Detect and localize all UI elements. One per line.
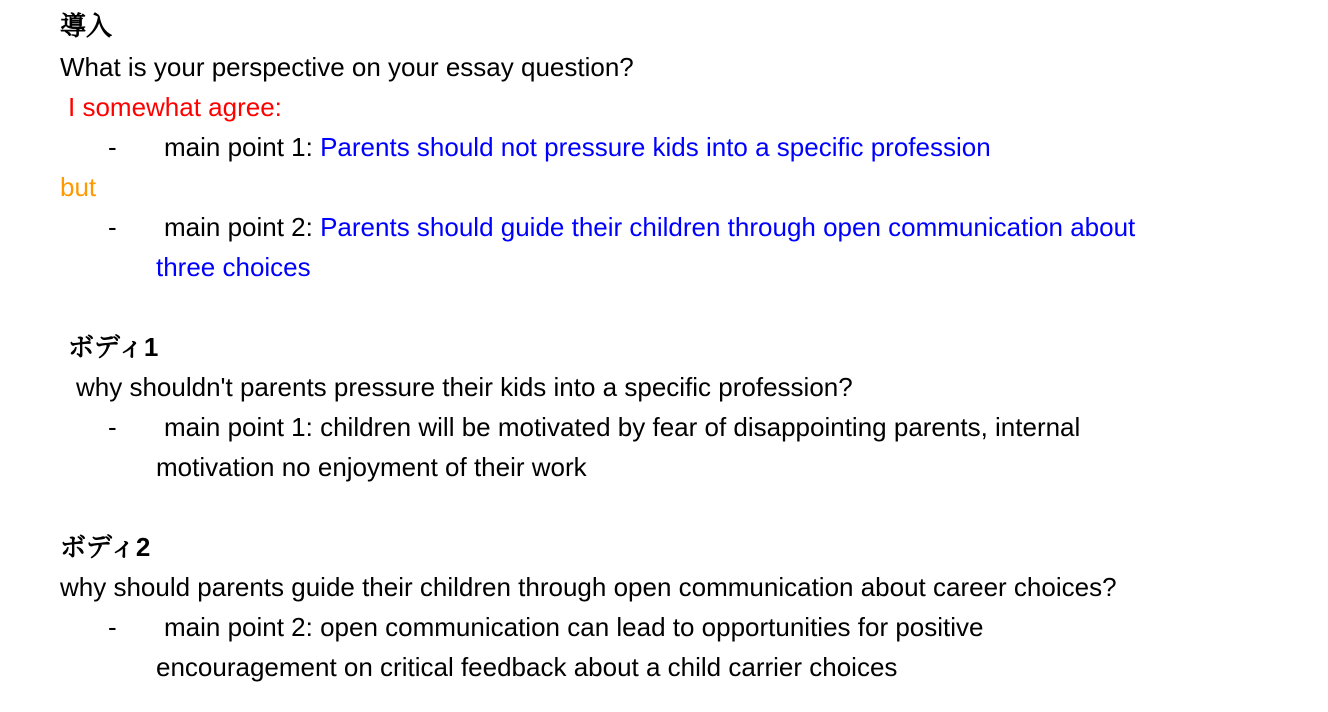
intro-point1-text: Parents should not pressure kids into a specific profession bbox=[320, 132, 991, 162]
body1-point1-line2: motivation no enjoyment of their work bbox=[156, 452, 587, 482]
intro-point1 bbox=[164, 127, 991, 167]
body2-heading: ボディ2 bbox=[60, 532, 151, 562]
intro-point2-text-line1: Parents should guide their children through open communication about bbox=[320, 212, 1136, 242]
bullet-dash: - bbox=[108, 412, 117, 442]
intro-point2-text-line2: three choices bbox=[156, 252, 311, 282]
intro-connector: but bbox=[60, 172, 97, 202]
intro-point1-prefix: main point 1: bbox=[164, 132, 321, 162]
body1-point1-line1: main point 1: children will be motivated by fear of disappointing parents, internal bbox=[164, 412, 1081, 442]
intro-point2-prefix: main point 2: bbox=[164, 212, 321, 242]
intro-point2 bbox=[164, 207, 1135, 247]
body1-question: why shouldn't parents pressure their kids into a specific profession? bbox=[76, 372, 853, 402]
bullet-dash: - bbox=[108, 212, 117, 242]
body2-point2-line2: encouragement on critical feedback about a child carrier choices bbox=[156, 652, 898, 682]
intro-stance: I somewhat agree: bbox=[68, 92, 282, 122]
bullet-dash: - bbox=[108, 612, 117, 642]
bullet-dash: - bbox=[108, 132, 117, 162]
body2-question: why should parents guide their children through open communication about career choices? bbox=[60, 572, 1117, 602]
body1-heading: ボディ1 bbox=[68, 332, 159, 362]
intro-heading: 導入 bbox=[60, 11, 113, 41]
body2-point2-line1: main point 2: open communication can lead to opportunities for positive bbox=[164, 612, 984, 642]
intro-question: What is your perspective on your essay question? bbox=[60, 52, 634, 82]
